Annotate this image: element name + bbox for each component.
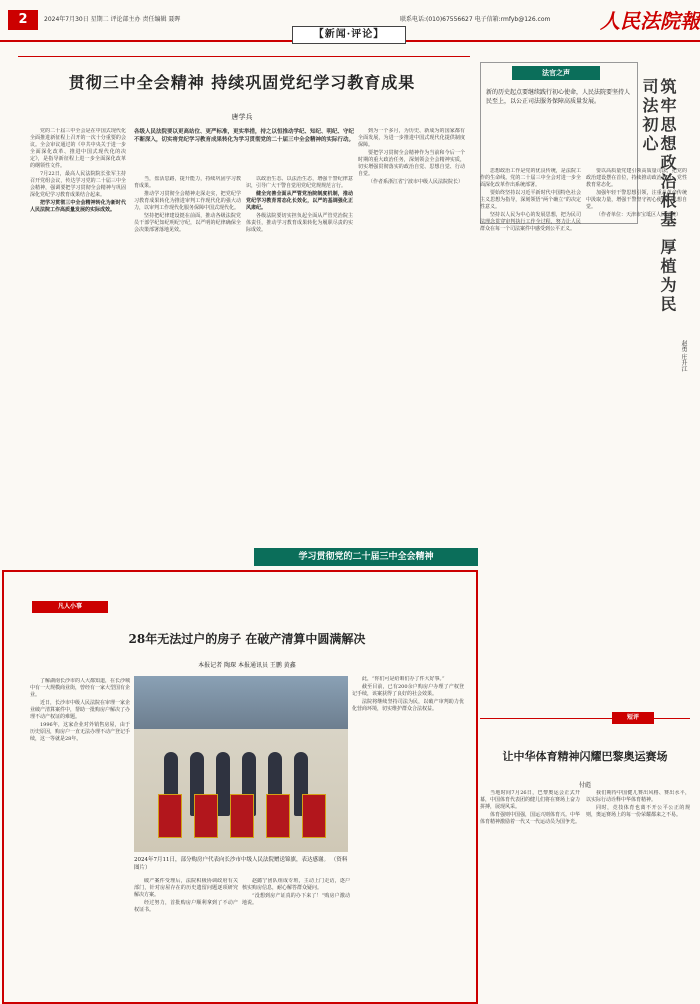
theme-banner: 学习贯彻党的二十届三中全会精神 <box>254 548 478 566</box>
paragraph: 思想政治工作是党的优良传统，是法院工作的生命线。党的二十届三中全会对进一步全面深化改革作出系统部署。 <box>480 168 581 188</box>
body-column <box>134 176 241 548</box>
paragraph: 7月22日，最高人民法院院长张军主持召开党组会议，传达学习党的二十届三中全会精神，强调要把学习贯彻全会精神与巩固深化党纪学习教育成果结合起来。 <box>30 171 126 198</box>
commentary-title: 筑牢思想政治根基 厚植为民司法初心 <box>640 78 677 315</box>
paragraph: 1996年，这家企业对外销售房屋，由于历史原因，购房户一直无法办理不动产登记手续，这一等就是28年。 <box>30 722 130 742</box>
body-column <box>480 168 581 573</box>
highlight-quote: 各级人民法院要以更高站位、更严标准，更实举措，持之以恒推动学纪、知纪、明纪、守纪不断深入，切实将党纪学习教育成果转化为学习贯彻党的二十届三中全会精神的实际行动。 <box>134 129 355 143</box>
body-column <box>30 678 130 1000</box>
silk-banner-icon <box>230 794 254 838</box>
body-column <box>480 790 580 1000</box>
paragraph: 当地时间7月26日，巴黎奥运会正式开幕，中国体育代表团的健儿们将在赛场上奋力拼搏，展现风采。 <box>480 790 580 810</box>
body-column <box>358 128 465 548</box>
commentary-body <box>480 168 690 573</box>
short-comment-title: 让中华体育精神闪耀巴黎奥运赛场 <box>502 750 668 763</box>
body-column <box>586 168 687 573</box>
author-note: （作者系浙江省宁波市中级人民法院院长） <box>368 179 464 185</box>
body-column <box>246 176 353 548</box>
paragraph: 坚持把纪律建设挺在前面，推动各级法院党员干部学纪知纪明纪守纪，以严明的纪律确保全会决策部署落地见效。 <box>134 213 241 233</box>
editor-note: 新的历史起点要继续践行初心使命，人民法院要坚持人民至上，以公正司法服务保障高质量发展。 <box>486 89 631 105</box>
silk-banner-icon <box>302 794 326 838</box>
silk-banner-icon <box>266 794 290 838</box>
body-column <box>242 878 350 1000</box>
author-note: （作者单位：天津市宝坻区人民法院） <box>596 212 682 218</box>
paragraph: 我们期待中国健儿赛出风格、赛出水平，以实际行动诠释中华体育精神。 <box>586 790 690 803</box>
paragraph: 推动学习贯彻全会精神走深走实，把党纪学习教育成果转化为推进审判工作现代化的强大动力，以审判工作现代化服务保障中国式现代化。 <box>134 191 241 211</box>
body-column <box>586 790 690 1000</box>
page-number: 2 <box>8 10 38 30</box>
main-article-body <box>130 128 470 548</box>
paragraph: 要以高质量党建引领高质量司法，把党的政治建设摆在首位，持续推动政治教育、党性教育常态化。 <box>586 168 687 188</box>
body-column <box>352 676 464 1000</box>
paragraph: 健全完善全面从严管党治院制度机制，推动党纪学习教育常态化长效化，以严的基调强化正风肃纪。 <box>246 191 353 211</box>
paragraph: 赵懿宁团队组成专班，主动上门走访，逐户核实购房信息，耐心解答群众疑问。 <box>242 878 350 891</box>
paragraph: 各级法院要切实担负起全面从严管党治院主体责任，推动学习教育成果转化为履职尽责的实际成效。 <box>246 213 353 233</box>
divider <box>480 718 690 719</box>
paragraph: “没想到房产证真的办下来了！”购房户激动地说。 <box>242 893 350 906</box>
paragraph: 当，盘活思路，提升能力，持续巩固学习教育成果。 <box>134 176 241 189</box>
paragraph: 体育强则中国强，国运兴则体育兴。中华体育精神激励着一代又一代运动员为国争光。 <box>480 812 580 825</box>
newspaper-logo: 人民法院報 <box>600 9 700 33</box>
short-comment-author: 付彪 <box>578 782 591 789</box>
body-column <box>134 878 238 1000</box>
paragraph: 把学习贯彻三中全会精神转化为新时代人民法院工作高质量发展的实际成效。 <box>30 200 126 213</box>
paragraph: 经过努力，首批购房户顺利拿到了不动产权证书。 <box>134 900 238 913</box>
main-article-title: 贯彻三中全会精神 持续巩固党纪学习教育成果 <box>68 73 416 92</box>
paragraph: 法院将继续坚持司法为民，以破产审判助力优化营商环境，切实维护群众合法权益。 <box>352 699 464 712</box>
paragraph: 要始终坚持以习近平新时代中国特色社会主义思想为指导，深刻领悟“两个确立”的决定性意义。 <box>480 190 581 210</box>
photo-caption: 2024年7月11日，部分购房户代表向长沙市中级人民法院赠送锦旗，表达感谢。 （资料图片） <box>134 857 348 871</box>
paragraph: 破产案件受理后，法院积极协调政府有关部门，针对房屋存在的历史遗留问题逐项研究解决方案。 <box>134 878 238 898</box>
paragraph: 要把学习贯彻全会精神作为当前和今后一个时期的重大政治任务，深刻领会全会精神实质，切实增强贯彻落实的政治自觉、思想自觉、行动自觉。 <box>358 150 465 177</box>
divider <box>18 56 470 57</box>
paragraph: 此，“你们可是给咱们办了件大好事。” <box>362 676 445 682</box>
paragraph: 截至目前，已有200余户购房户办理了产权登记手续，该案获得了良好的社会效果。 <box>352 684 464 697</box>
paragraph: 到为一个多月，为历史、新成为的国家都有全面发展，为进一步推进中国式现代化提供制度保障。 <box>358 128 465 148</box>
column-tag: 凡人小事 <box>32 601 108 613</box>
paragraph: 以政治生态、以法治生态，增强干警纪律意识，引导广大干警自觉用党纪党规规范言行。 <box>246 176 353 189</box>
featured-article-byline: 本报记者 陶琛 本报通讯员 王鹏 黄鑫 <box>198 662 296 669</box>
header-meta: 2024年7月30日 星期二 评论部主办 责任编辑 聂晖 <box>44 16 181 23</box>
person-figure <box>216 752 230 816</box>
column-tag: 短评 <box>612 712 654 724</box>
silk-banner-icon <box>194 794 218 838</box>
paragraph: 党的二十届三中全会是在中国式现代化全面推进新征程上召开的一次十分重要的会议。全会审议通过的《中共中央关于进一步全面深化改革、推进中国式现代化的决定》，是指导新征程上进一步全面深化改革的纲领性文件。 <box>30 128 126 169</box>
paragraph: 近日，长沙市中级人民法院在审理一家企业破产清算案件中，帮助一批购房户解决了办理不动产权证的难题。 <box>30 700 130 720</box>
featured-article-title: 28年无法过户的房子 在破产清算中圆满解决 <box>128 632 366 646</box>
paragraph: 同时，竞技体育也离不开公平公正的规则，奥运赛场上的每一份荣耀都来之不易。 <box>586 805 690 818</box>
commentary-author: 赵勇 庄升江 <box>680 340 687 372</box>
paragraph: 了解湖南长沙市的人大都知道，在长沙城中有一大规模商业街，曾经有一家大型国有企业。 <box>30 678 130 698</box>
news-photo <box>134 676 348 852</box>
main-article-author: 唐学兵 <box>231 113 253 121</box>
paragraph: 加强年轻干警思想引领，注重从革命传统中汲取力量，增强干警坚守初心使命的思想自觉。 <box>586 190 687 210</box>
header-contact: 联系电话:(010)67556627 电子信箱:rmfyb@126.com <box>400 16 551 23</box>
silk-banner-icon <box>158 794 182 838</box>
paragraph: 坚持以人民为中心的发展思想，把为民司法理念贯穿审判执行工作全过程，努力让人民群众在每一个司法案件中感受到公平正义。 <box>480 212 581 232</box>
section-label: 【新闻·评论】 <box>292 26 406 44</box>
column-tag: 法官之声 <box>512 66 600 80</box>
